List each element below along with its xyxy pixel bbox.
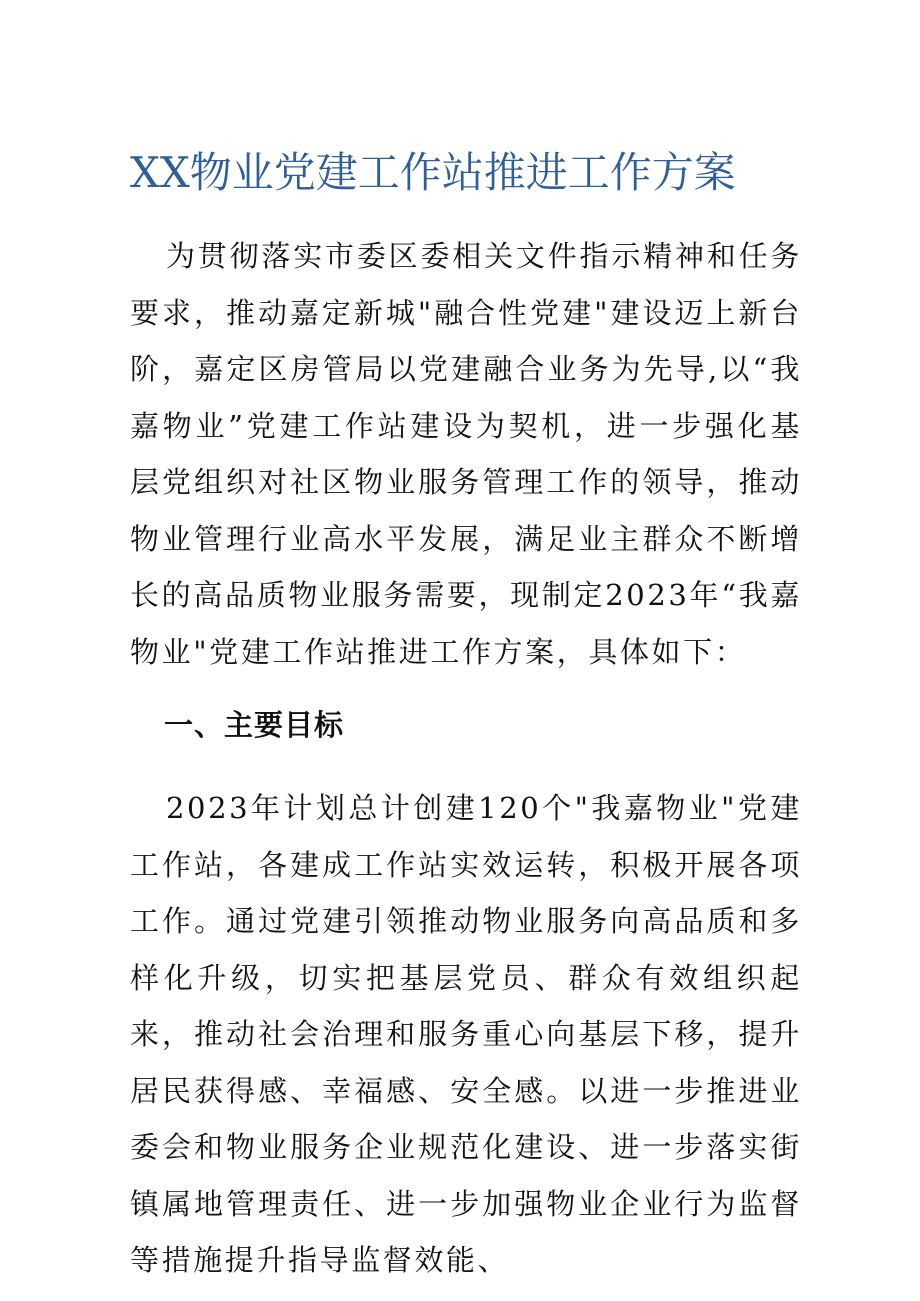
intro-paragraph: 为贯彻落实市委区委相关文件指示精神和任务要求，推动嘉定新城"融合性党建"建设迈上新台阶，嘉定区房管局以党建融合业务为先导,以“我嘉物业”党建工作站建设为契机，进一步强化基层党组织对社区物业服务管理工作的领导，推动物业管理行业高水平发展，满足业主群众不断增长的高品质物业服务需要，现制定2023年“我嘉物业"党建工作站推进工作方案，具体如下： [130, 239, 802, 669]
goal-paragraph: 2023年计划总计创建120个"我嘉物业"党建工作站，各建成工作站实效运转，积极开展各项工作。通过党建引领推动物业服务向高品质和多样化升级，切实把基层党员、群众有效组织起来，推动社会治理和服务重心向基层下移，提升居民获得感、幸福感、安全感。以进一步推进业委会和物业服务企业规范化建设、进一步落实街镇属地管理责任、进一步加强物业企业行为监督等措施提升指导监督效能、 [130, 791, 802, 1277]
document-title: XX物业党建工作站推进工作方案 [130, 148, 736, 197]
section-heading: 一、主要目标 [164, 708, 345, 742]
